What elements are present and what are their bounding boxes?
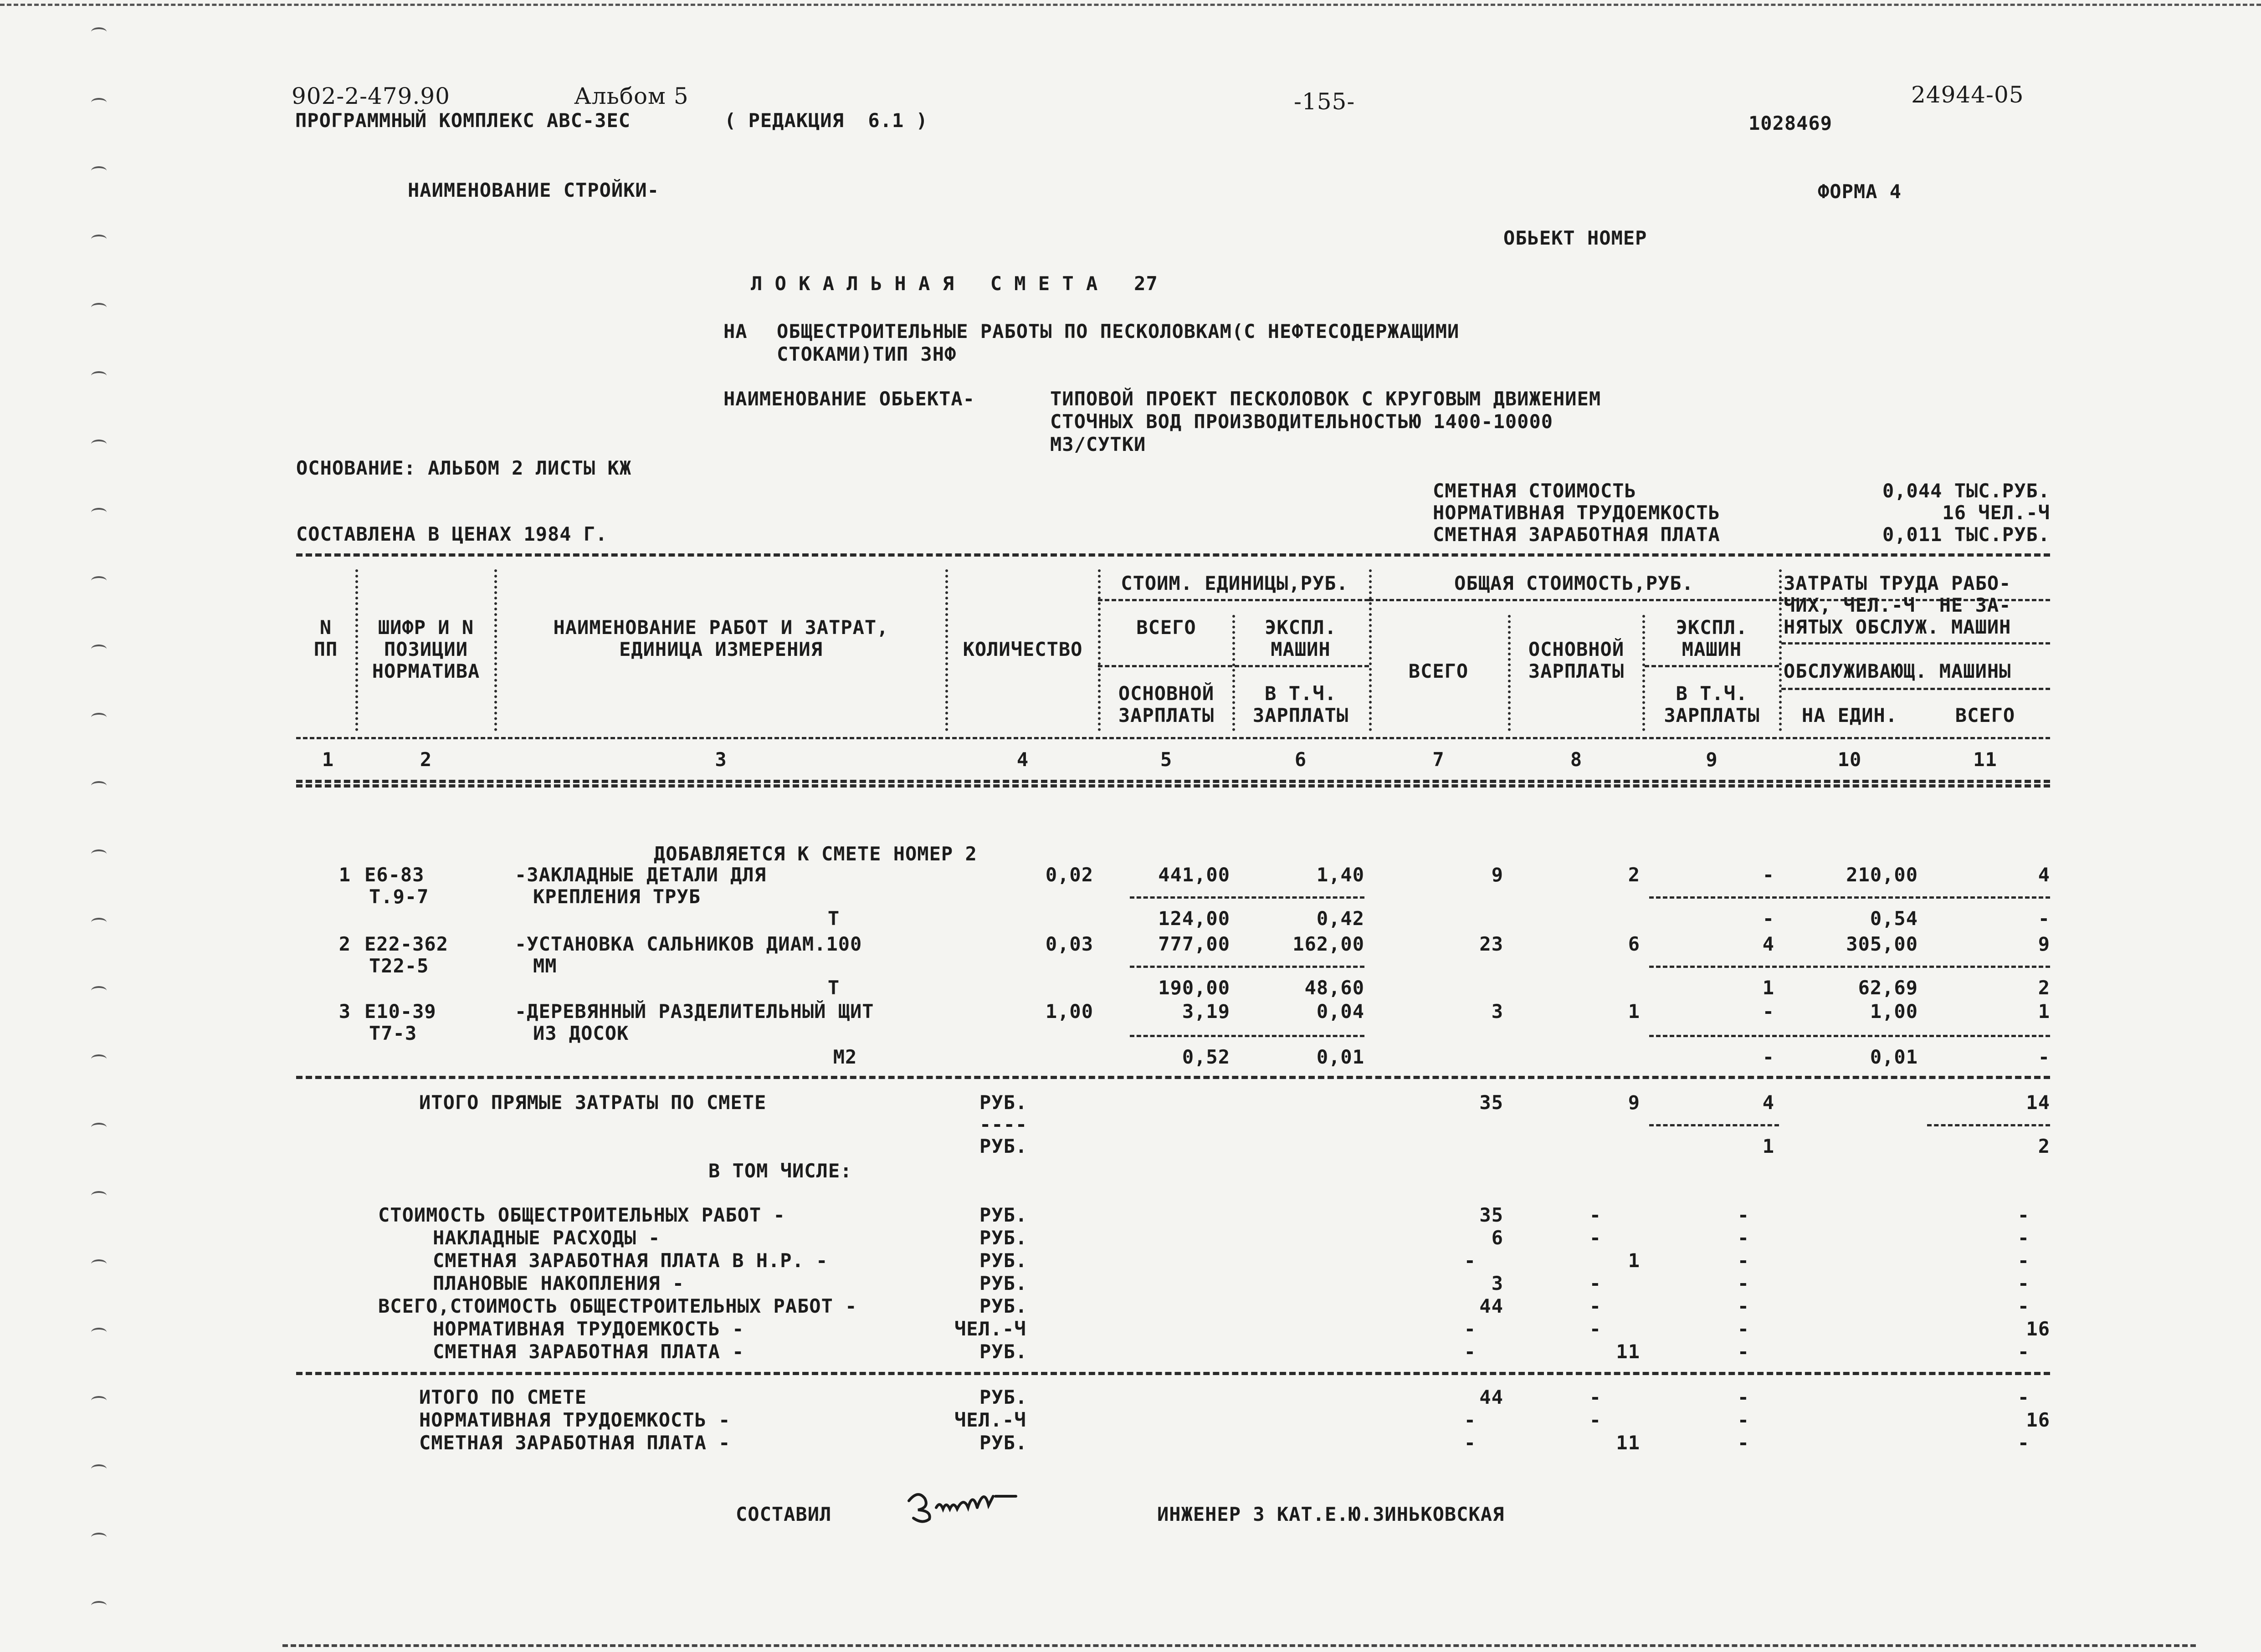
th-labor-unit: НА ЕДИН. xyxy=(1801,704,1898,726)
item-qty: 0,03 xyxy=(1045,933,1093,955)
summary-cost-value: 0,044 ТЫС.РУБ. xyxy=(1882,480,2050,502)
breakdown-labor: - xyxy=(2017,1227,2030,1249)
th-total-base-2: ЗАРПЛАТЫ xyxy=(1528,660,1625,682)
col-number: 8 xyxy=(1570,748,1583,771)
item-unit-expl: 1,40 xyxy=(1316,864,1364,886)
breakdown-base: - xyxy=(1589,1318,1601,1340)
grand-total: 44 xyxy=(1479,1386,1503,1408)
th-unit-expl-1: ЭКСПЛ. xyxy=(1265,616,1337,639)
compiled-label: СОСТАВИЛ xyxy=(736,1503,832,1525)
item-total: 9 xyxy=(1491,864,1503,886)
item-incl: 1 xyxy=(1762,977,1774,999)
item-unit-expl: 0,04 xyxy=(1316,1000,1364,1023)
inventory-number: 24944-05 xyxy=(1911,82,2024,108)
cell-rule xyxy=(1649,1124,1779,1126)
breakdown-labor: - xyxy=(2017,1249,2030,1272)
header-rule-bottom xyxy=(296,780,2050,783)
breakdown-expl: - xyxy=(1737,1249,1749,1272)
header-rule-mid xyxy=(296,737,2050,739)
th-total-incl-1: В Т.Ч. xyxy=(1676,682,1748,705)
item-unit-base: 0,52 xyxy=(1182,1046,1230,1068)
item-total: 23 xyxy=(1479,933,1503,955)
item-expl: - xyxy=(1762,1000,1774,1023)
summary-wage-label: СМЕТНАЯ ЗАРАБОТНАЯ ПЛАТА xyxy=(1433,523,1720,546)
item-labor-unit: 210,00 xyxy=(1846,864,1918,886)
direct-total-label: ИТОГО ПРЯМЫЕ ЗАТРАТЫ ПО СМЕТЕ xyxy=(419,1091,767,1114)
th-labor-3: НЯТЫХ ОБСЛУЖ. МАШИН xyxy=(1784,616,2011,638)
item-name: ИЗ ДОСОК xyxy=(533,1022,629,1044)
th-unit-base-1: ОСНОВНОЙ xyxy=(1118,682,1215,705)
item-labor-total: 1 xyxy=(2038,1000,2050,1023)
item-unit-incl: 0,42 xyxy=(1316,907,1364,930)
cell-rule xyxy=(1130,966,1364,968)
works-on-label: НА xyxy=(723,320,748,343)
col-number: 1 xyxy=(322,748,334,771)
direct-total-expl: 4 xyxy=(1762,1091,1774,1114)
col-sep xyxy=(945,569,948,731)
site-label: НАИМЕНОВАНИЕ СТРОЙКИ- xyxy=(408,179,660,201)
object-label: НАИМЕНОВАНИЕ ОБЬЕКТА- xyxy=(723,388,975,410)
direct-total-base: 9 xyxy=(1628,1091,1640,1114)
th-total-all: ВСЕГО xyxy=(1408,660,1469,682)
item-labor-unit-2: 0,54 xyxy=(1870,907,1918,930)
document-number: 1028469 xyxy=(1748,112,1833,134)
item-unit-total: 3,19 xyxy=(1182,1000,1230,1023)
breakdown-total: - xyxy=(1464,1340,1476,1363)
col-number: 3 xyxy=(715,748,727,771)
grand-base: 11 xyxy=(1616,1432,1640,1454)
cell-rule xyxy=(1649,966,2050,968)
works-line-2: СТОКАМИ)ТИП 3НФ xyxy=(777,343,957,365)
item-unit: Т xyxy=(827,977,840,999)
item-name: КРЕПЛЕНИЯ ТРУБ xyxy=(533,885,701,908)
breakdown-total: 44 xyxy=(1479,1295,1503,1317)
direct-total-labor-2: 2 xyxy=(2038,1135,2050,1157)
breakdown-base: 1 xyxy=(1628,1249,1640,1272)
item-code: Е6-83 xyxy=(364,864,425,886)
th-qty: КОЛИЧЕСТВО xyxy=(963,638,1083,660)
grand-total: - xyxy=(1464,1432,1476,1454)
item-expl: - xyxy=(1762,864,1774,886)
item-code: Е10-39 xyxy=(364,1000,436,1023)
item-qty: 1,00 xyxy=(1045,1000,1093,1023)
item-code: Т7-3 xyxy=(369,1022,417,1044)
col-number: 7 xyxy=(1432,748,1445,771)
engineer-label: ИНЖЕНЕР 3 КАТ.Е.Ю.ЗИНЬКОВСКАЯ xyxy=(1157,1503,1505,1525)
item-base: 1 xyxy=(1628,1000,1640,1023)
item-incl: - xyxy=(1762,907,1774,930)
item-code: Е22-362 xyxy=(364,933,449,955)
breakdown-total: 6 xyxy=(1491,1227,1503,1249)
col-number: 10 xyxy=(1837,748,1862,771)
grand-base: - xyxy=(1589,1409,1601,1431)
th-pp: ПП xyxy=(313,638,338,660)
breakdown-base: - xyxy=(1589,1227,1601,1249)
th-total-expl-1: ЭКСПЛ. xyxy=(1676,616,1748,639)
header-subrule xyxy=(1098,665,1369,667)
breakdown-base: - xyxy=(1589,1204,1601,1226)
breakdown-expl: - xyxy=(1737,1204,1749,1226)
th-code-3: НОРМАТИВА xyxy=(372,660,480,682)
binding-edge xyxy=(0,0,55,1652)
breakdown-expl: - xyxy=(1737,1227,1749,1249)
software-label: ПРОГРАММНЫЙ КОМПЛЕКС АВС-3ЕС xyxy=(295,109,631,132)
th-unit-base-2: ЗАРПЛАТЫ xyxy=(1118,704,1215,726)
summary-labor-value: 16 ЧЕЛ.-Ч xyxy=(1942,501,2050,524)
object-number-label: ОБЬЕКТ НОМЕР xyxy=(1503,227,1647,249)
th-total-cost: ОБЩАЯ СТОИМОСТЬ,РУБ. xyxy=(1454,572,1694,594)
breakdown-rule-bottom xyxy=(296,1372,2050,1375)
item-labor-unit: 305,00 xyxy=(1846,933,1918,955)
object-line-3: М3/СУТКИ xyxy=(1050,433,1146,455)
breakdown-labor: - xyxy=(2017,1340,2030,1363)
item-code: Т.9-7 xyxy=(369,885,429,908)
th-labor-total: ВСЕГО xyxy=(1955,704,2015,726)
th-unit-total: ВСЕГО xyxy=(1136,616,1196,639)
breakdown-labor: 16 xyxy=(2026,1318,2050,1340)
item-number: 3 xyxy=(338,1000,351,1023)
col-number: 4 xyxy=(1016,748,1029,771)
col-sep xyxy=(355,569,358,731)
col-number: 11 xyxy=(1973,748,1997,771)
breakdown-unit: ЧЕЛ.-Ч xyxy=(954,1318,1026,1340)
th-labor-1: ЗАТРАТЫ ТРУДА РАБО- xyxy=(1784,572,2011,594)
grand-unit: РУБ. xyxy=(979,1432,1028,1454)
item-labor-total: 9 xyxy=(2038,933,2050,955)
th-total-expl-2: МАШИН xyxy=(1682,638,1742,660)
grand-label: СМЕТНАЯ ЗАРАБОТНАЯ ПЛАТА - xyxy=(419,1432,731,1454)
item-incl: - xyxy=(1762,1046,1774,1068)
breakdown-label: СМЕТНАЯ ЗАРАБОТНАЯ ПЛАТА В Н.Р. - xyxy=(433,1249,828,1272)
header-subrule xyxy=(1781,642,2050,644)
breakdown-unit: РУБ. xyxy=(979,1272,1028,1294)
breakdown-total: 3 xyxy=(1491,1272,1503,1294)
breakdown-unit: РУБ. xyxy=(979,1204,1028,1226)
item-number: 1 xyxy=(338,864,351,886)
item-base: 2 xyxy=(1628,864,1640,886)
item-name: -ЗАКЛАДНЫЕ ДЕТАЛИ ДЛЯ xyxy=(515,864,767,886)
breakdown-base: 11 xyxy=(1616,1340,1640,1363)
header-subrule xyxy=(1645,665,1779,667)
object-line-2: СТОЧНЫХ ВОД ПРОИЗВОДИТЕЛЬНОСТЬЮ 1400-10000 xyxy=(1050,410,1553,433)
direct-total-labor: 14 xyxy=(2026,1091,2050,1114)
th-name-2: ЕДИНИЦА ИЗМЕРЕНИЯ xyxy=(619,638,823,660)
breakdown-label: СТОИМОСТЬ ОБЩЕСТРОИТЕЛЬНЫХ РАБОТ - xyxy=(378,1204,785,1226)
summary-labor-label: НОРМАТИВНАЯ ТРУДОЕМКОСТЬ xyxy=(1433,501,1720,524)
item-code: Т22-5 xyxy=(369,955,429,977)
grand-labor: - xyxy=(2017,1386,2030,1408)
grand-label: ИТОГО ПО СМЕТЕ xyxy=(419,1386,587,1408)
item-unit-incl: 48,60 xyxy=(1304,977,1364,999)
grand-unit: ЧЕЛ.-Ч xyxy=(954,1409,1026,1431)
direct-total-unit-2: РУБ. xyxy=(979,1135,1028,1157)
breakdown-label: НАКЛАДНЫЕ РАСХОДЫ - xyxy=(433,1227,661,1249)
breakdown-unit: РУБ. xyxy=(979,1340,1028,1363)
grand-base: - xyxy=(1589,1386,1601,1408)
breakdown-total: 35 xyxy=(1479,1204,1503,1226)
item-labor-unit-2: 0,01 xyxy=(1870,1046,1918,1068)
item-total: 3 xyxy=(1491,1000,1503,1023)
item-labor-total-2: 2 xyxy=(2038,977,2050,999)
breakdown-labor: - xyxy=(2017,1295,2030,1317)
breakdown-expl: - xyxy=(1737,1340,1749,1363)
section-title: ДОБАВЛЯЕТСЯ К СМЕТЕ НОМЕР 2 xyxy=(654,843,977,865)
item-qty: 0,02 xyxy=(1045,864,1093,886)
direct-total-underline: ---- xyxy=(979,1113,1028,1135)
item-unit-total: 441,00 xyxy=(1158,864,1230,886)
col-sep xyxy=(494,569,497,731)
th-unit-incl-1: В Т.Ч. xyxy=(1265,682,1337,705)
header-subrule xyxy=(1781,688,2050,690)
item-expl: 4 xyxy=(1762,933,1774,955)
breakdown-labor: - xyxy=(2017,1204,2030,1226)
breakdown-expl: - xyxy=(1737,1318,1749,1340)
item-unit-expl: 162,00 xyxy=(1292,933,1364,955)
edition-label: ( РЕДАКЦИЯ 6.1 ) xyxy=(724,109,928,132)
item-unit: М2 xyxy=(833,1046,857,1068)
cell-rule xyxy=(1649,1035,2050,1037)
item-labor-unit-2: 62,69 xyxy=(1858,977,1918,999)
item-name: ММ xyxy=(533,955,557,977)
basis-label: ОСНОВАНИЕ: АЛЬБОМ 2 ЛИСТЫ КЖ xyxy=(296,457,632,479)
item-labor-total-2: - xyxy=(2038,907,2050,930)
page-title: Л О К А Л Ь Н А Я С М Е Т А 27 xyxy=(751,272,1158,295)
works-line-1: ОБЩЕСТРОИТЕЛЬНЫЕ РАБОТЫ ПО ПЕСКОЛОВКАМ(С НЕФТЕСОДЕРЖАЩИМИ xyxy=(777,320,1460,343)
col-number: 6 xyxy=(1294,748,1307,771)
header-rule-top xyxy=(296,553,2050,557)
breakdown-total: - xyxy=(1464,1249,1476,1272)
breakdown-unit: РУБ. xyxy=(979,1227,1028,1249)
cell-rule xyxy=(1927,1124,2050,1126)
breakdown-total: - xyxy=(1464,1318,1476,1340)
col-number: 5 xyxy=(1160,748,1173,771)
breakdown-label: СМЕТНАЯ ЗАРАБОТНАЯ ПЛАТА - xyxy=(433,1340,744,1363)
item-number: 2 xyxy=(338,933,351,955)
header-subrule xyxy=(1098,599,1369,601)
cell-rule xyxy=(1130,1035,1364,1037)
item-base: 6 xyxy=(1628,933,1640,955)
grand-label: НОРМАТИВНАЯ ТРУДОЕМКОСТЬ - xyxy=(419,1409,731,1431)
th-unit-expl-2: МАШИН xyxy=(1271,638,1331,660)
top-perforation xyxy=(0,4,2261,6)
grand-expl: - xyxy=(1737,1409,1749,1431)
item-name: -УСТАНОВКА САЛЬНИКОВ ДИАМ.100 xyxy=(515,933,862,955)
breakdown-label: ПЛАНОВЫЕ НАКОПЛЕНИЯ - xyxy=(433,1272,685,1294)
th-code-1: ШИФР И N xyxy=(378,616,474,639)
header-rule-bottom xyxy=(296,784,2050,788)
grand-expl: - xyxy=(1737,1386,1749,1408)
th-name-1: НАИМЕНОВАНИЕ РАБОТ И ЗАТРАТ, xyxy=(553,616,889,639)
grand-labor: 16 xyxy=(2026,1409,2050,1431)
form-label: ФОРМА 4 xyxy=(1818,180,1902,203)
item-name: -ДЕРЕВЯННЫЙ РАЗДЕЛИТЕЛЬНЫЙ ЩИТ xyxy=(515,1000,874,1023)
summary-cost-label: СМЕТНАЯ СТОИМОСТЬ xyxy=(1433,480,1636,502)
th-n: N xyxy=(319,616,332,639)
direct-total-value: 35 xyxy=(1479,1091,1503,1114)
project-code: 902-2-479.90 xyxy=(292,83,450,109)
breakdown-base: - xyxy=(1589,1272,1601,1294)
item-unit-incl: 0,01 xyxy=(1316,1046,1364,1068)
items-rule-bottom xyxy=(296,1076,2050,1079)
th-unit-incl-2: ЗАРПЛАТЫ xyxy=(1252,704,1349,726)
th-labor-2: ЧИХ, ЧЕЛ.-Ч НЕ ЗА- xyxy=(1784,594,2011,616)
object-line-1: ТИПОВОЙ ПРОЕКТ ПЕСКОЛОВОК С КРУГОВЫМ ДВИЖЕНИЕМ xyxy=(1050,388,1601,410)
direct-total-incl: 1 xyxy=(1762,1135,1774,1157)
breakdown-labor: - xyxy=(2017,1272,2030,1294)
breakdown-label: ВСЕГО,СТОИМОСТЬ ОБЩЕСТРОИТЕЛЬНЫХ РАБОТ - xyxy=(378,1295,857,1317)
col-number: 9 xyxy=(1706,748,1718,771)
cell-rule xyxy=(1649,896,2050,899)
th-code-2: ПОЗИЦИИ xyxy=(384,638,468,660)
breakdown-base: - xyxy=(1589,1295,1601,1317)
grand-expl: - xyxy=(1737,1432,1749,1454)
summary-wage-value: 0,011 ТЫС.РУБ. xyxy=(1882,523,2050,546)
th-total-incl-2: ЗАРПЛАТЫ xyxy=(1664,704,1760,726)
bottom-perforation xyxy=(282,1644,2196,1647)
th-labor-4: ОБСЛУЖИВАЮЩ. МАШИНЫ xyxy=(1784,660,2011,682)
including-label: В ТОМ ЧИСЛЕ: xyxy=(708,1160,852,1182)
breakdown-unit: РУБ. xyxy=(979,1249,1028,1272)
breakdown-unit: РУБ. xyxy=(979,1295,1028,1317)
item-labor-total: 4 xyxy=(2038,864,2050,886)
item-unit: Т xyxy=(827,907,840,930)
col-number: 2 xyxy=(420,748,432,771)
album-label: Альбом 5 xyxy=(574,83,689,109)
breakdown-expl: - xyxy=(1737,1295,1749,1317)
item-unit-total: 777,00 xyxy=(1158,933,1230,955)
item-labor-unit: 1,00 xyxy=(1870,1000,1918,1023)
breakdown-expl: - xyxy=(1737,1272,1749,1294)
signature xyxy=(904,1483,1023,1528)
item-labor-total-2: - xyxy=(2038,1046,2050,1068)
page-number: -155- xyxy=(1294,88,1355,115)
direct-total-unit: РУБ. xyxy=(979,1091,1028,1114)
item-unit-base: 124,00 xyxy=(1158,907,1230,930)
grand-total: - xyxy=(1464,1409,1476,1431)
cell-rule xyxy=(1130,896,1364,899)
th-total-base-1: ОСНОВНОЙ xyxy=(1528,638,1625,660)
th-unit-cost: СТОИМ. ЕДИНИЦЫ,РУБ. xyxy=(1121,572,1348,594)
grand-unit: РУБ. xyxy=(979,1386,1028,1408)
item-unit-base: 190,00 xyxy=(1158,977,1230,999)
grand-labor: - xyxy=(2017,1432,2030,1454)
breakdown-label: НОРМАТИВНАЯ ТРУДОЕМКОСТЬ - xyxy=(433,1318,744,1340)
prices-label: СОСТАВЛЕНА В ЦЕНАХ 1984 Г. xyxy=(296,523,608,545)
